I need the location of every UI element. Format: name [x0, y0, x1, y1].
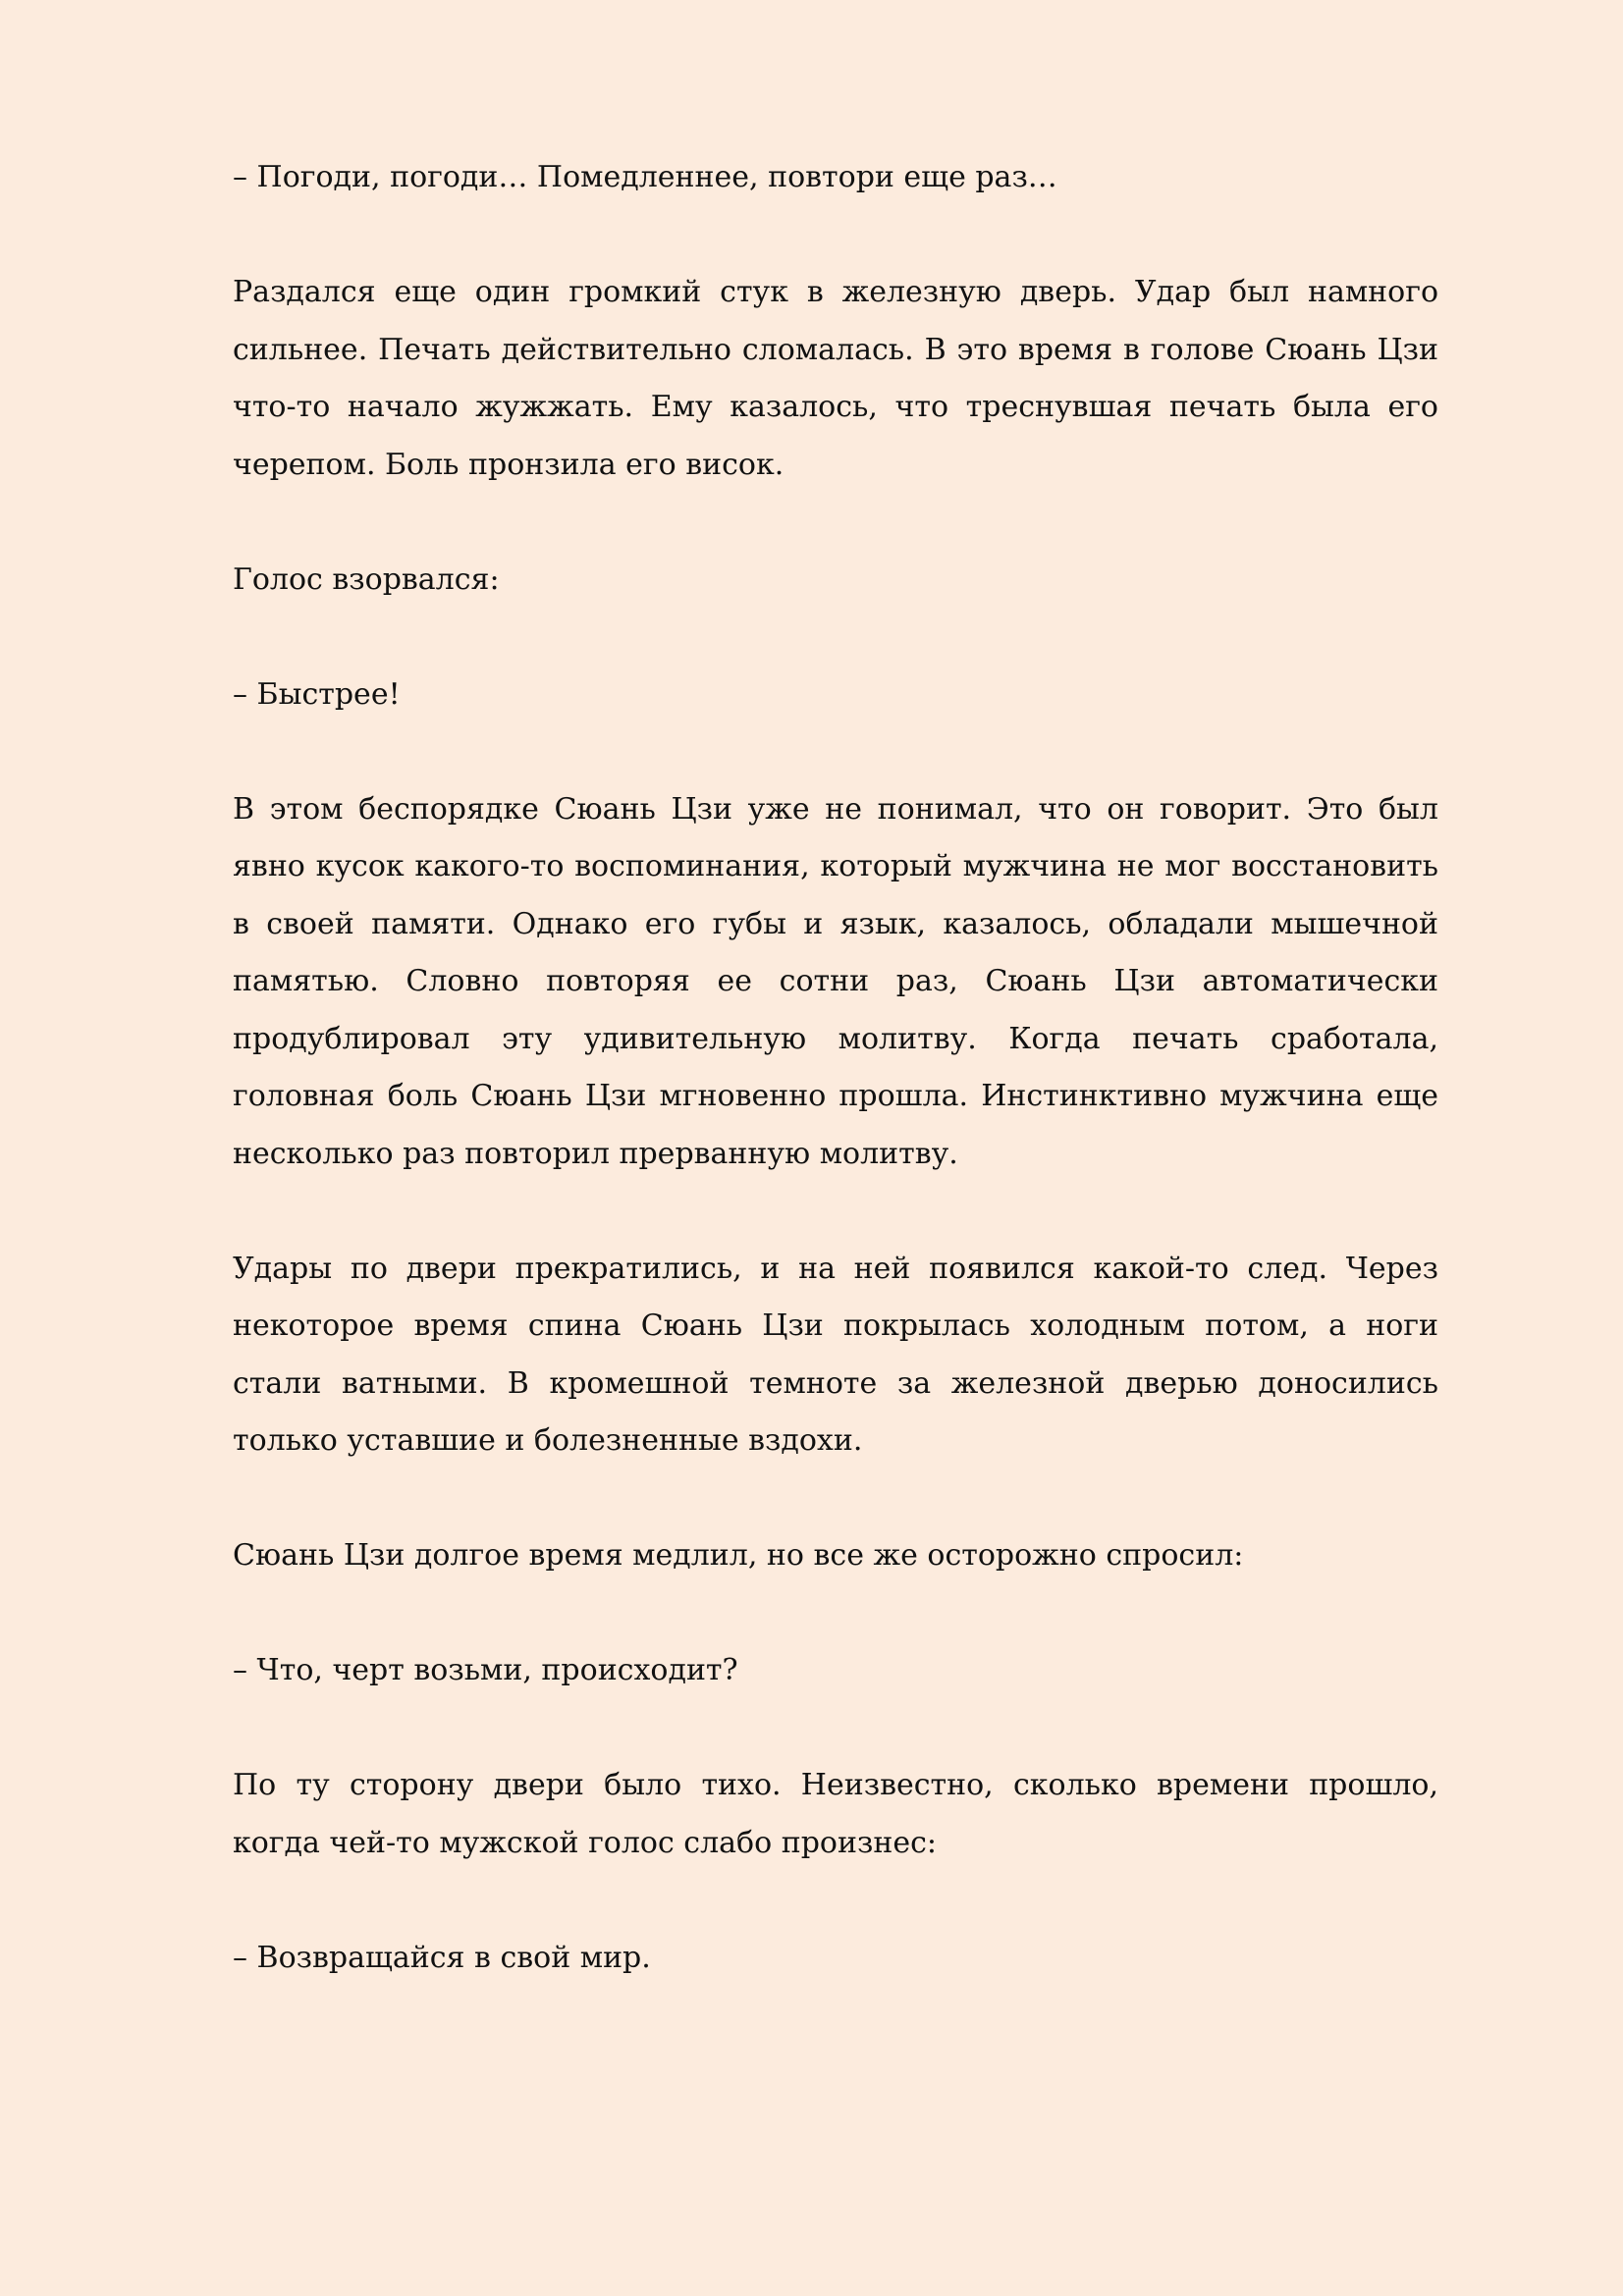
paragraph-1: – Погоди, погоди… Помедленнее, повтори еще раз…	[233, 160, 1057, 194]
paragraph-5: В этом беспорядке Сюань Цзи уже не понимал, что он говорит. Это был явно кусок какого-то воспоминания, который мужчина не мог восстановить в своей памяти. Однако его губы и язык, казалось, обладали мышечной памятью. Словно повторяя ее сотни раз, Сюань Цзи автоматически продублировал эту удивительную молитву. Когда печать сработала, головная боль Сюань Цзи мгновенно прошла. Инстинктивно мужчина еще несколько раз повторил прерванную молитву.	[233, 791, 1438, 1171]
paragraph-4: – Быстрее!	[233, 676, 401, 712]
paragraph-9: По ту сторону двери было тихо. Неизвестно, сколько времени прошло, когда чей-то мужской голос слабо произнес:	[233, 1768, 1438, 1860]
paragraph-3: Голос взорвался:	[233, 561, 500, 597]
paragraph-6: Удары по двери прекратились, и на ней появился какой-то след. Через некоторое время спина Сюань Цзи покрылась холодным потом, а ноги стали ватными. В кромешной темноте за железной дверью доносились только уставшие и болезненные вздохи.	[233, 1251, 1438, 1458]
paragraph-8: – Что, черт возьми, происходит?	[233, 1653, 738, 1687]
paragraph-7: Сюань Цзи долгое время медлил, но все же осторожно спросил:	[233, 1538, 1244, 1573]
paragraph-10: – Возвращайся в свой мир.	[233, 1940, 651, 1975]
paragraph-2: Раздался еще один громкий стук в железную дверь. Удар был намного сильнее. Печать действительно сломалась. В это время в голове Сюань Цзи что-то начало жужжать. Ему казалось, что треснувшая печать была его черепом. Боль пронзила его висок.	[233, 275, 1438, 482]
